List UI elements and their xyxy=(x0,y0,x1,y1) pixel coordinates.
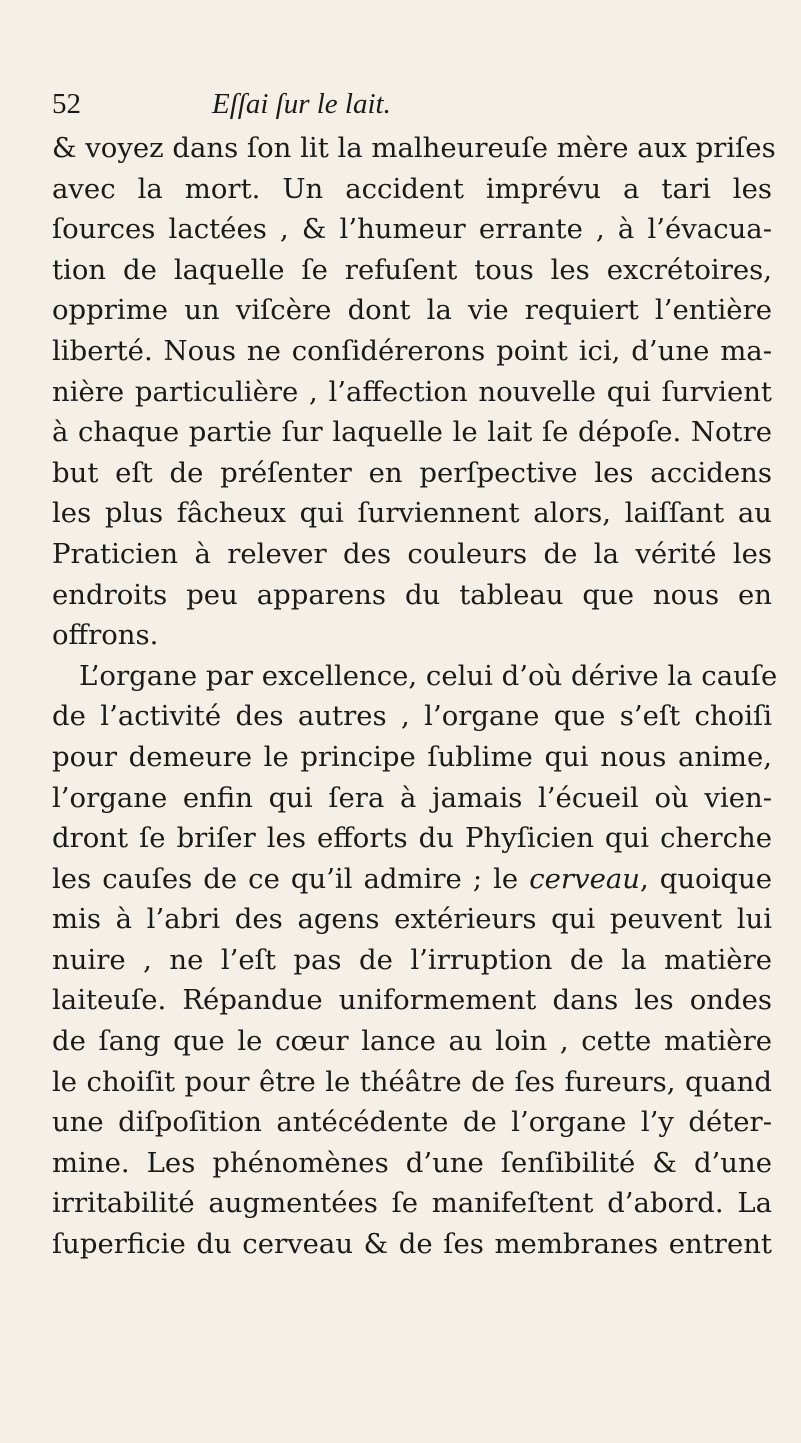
running-title: Eſſai ſur le lait. xyxy=(212,88,391,120)
text-line: pour demeure le principe ſublime qui nous anime, xyxy=(52,740,772,773)
text-segment: les cauſes de ce qu’il admire ; le xyxy=(52,862,519,895)
text-line: une diſpoſition antécédente de l’organe l’y déter- xyxy=(52,1106,772,1139)
text-line: endroits peu apparens du tableau que nous en xyxy=(52,578,772,611)
text-line: avec la mort. Un accident imprévu a tari les xyxy=(52,172,772,205)
text-line: tion de laquelle ſe refuſent tous les excrétoires, xyxy=(52,253,772,286)
text-line: nière particulière , l’affection nouvelle qui ſurvient xyxy=(52,375,772,408)
text-line: & voyez dans ſon lit la malheureuſe mère aux priſes xyxy=(52,132,776,164)
text-line: L’organe par excellence, celui d’où dérive la cauſe xyxy=(79,659,778,692)
text-line: mis à l’abri des agens extérieurs qui peuvent lui xyxy=(52,903,772,936)
text-line: le choiſit pour être le théâtre de ſes fureurs, quand xyxy=(52,1065,772,1098)
text-line-with-italic xyxy=(52,859,772,900)
paragraph-1 xyxy=(52,128,776,656)
text-line: de ſang que le cœur lance au loin , cette matière xyxy=(52,1025,772,1058)
text-line: nuire , ne l’eſt pas de l’irruption de la matière xyxy=(52,943,772,976)
text-line: offrons. xyxy=(52,619,159,652)
text-line: ſources lactées , & l’humeur errante , à l’évacua- xyxy=(52,213,772,246)
text-line: but eſt de préſenter en perſpective les accidens xyxy=(52,456,772,489)
text-line: les plus fâcheux qui ſurviennent alors, laiſſant au xyxy=(52,497,772,530)
page-number: 52 xyxy=(52,88,81,120)
text-line: opprime un viſcère dont la vie requiert l’entière xyxy=(52,294,772,327)
text-line: laiteuſe. Répandue uniformement dans les ondes xyxy=(52,984,772,1017)
text-segment: , quoique xyxy=(639,862,772,895)
body-text xyxy=(52,128,778,1265)
text-line: l’organe enfin qui ſera à jamais l’écueil où vien- xyxy=(52,781,772,814)
text-line: dront ſe briſer les efforts du Phyſicien qui cherche xyxy=(52,822,772,855)
text-line: de l’activité des autres , l’organe que s’eſt choiſi xyxy=(52,700,772,733)
text-line: ſuperficie du cerveau & de ſes membranes entrent xyxy=(52,1228,772,1261)
text-line: irritabilité augmentées ſe manifeſtent d’abord. La xyxy=(52,1187,772,1220)
text-line: Praticien à relever des couleurs de la vérité les xyxy=(52,537,772,570)
text-line: mine. Les phénomènes d’une ſenſibilité & d’une xyxy=(52,1146,772,1179)
text-line: liberté. Nous ne conſidérerons point ici, d’une ma- xyxy=(52,334,772,367)
paragraph-2 xyxy=(52,656,778,1265)
italic-word: cerveau xyxy=(529,862,640,895)
text-line: à chaque partie ſur laquelle le lait ſe dépoſe. Notre xyxy=(52,416,772,449)
page-header xyxy=(52,88,772,128)
